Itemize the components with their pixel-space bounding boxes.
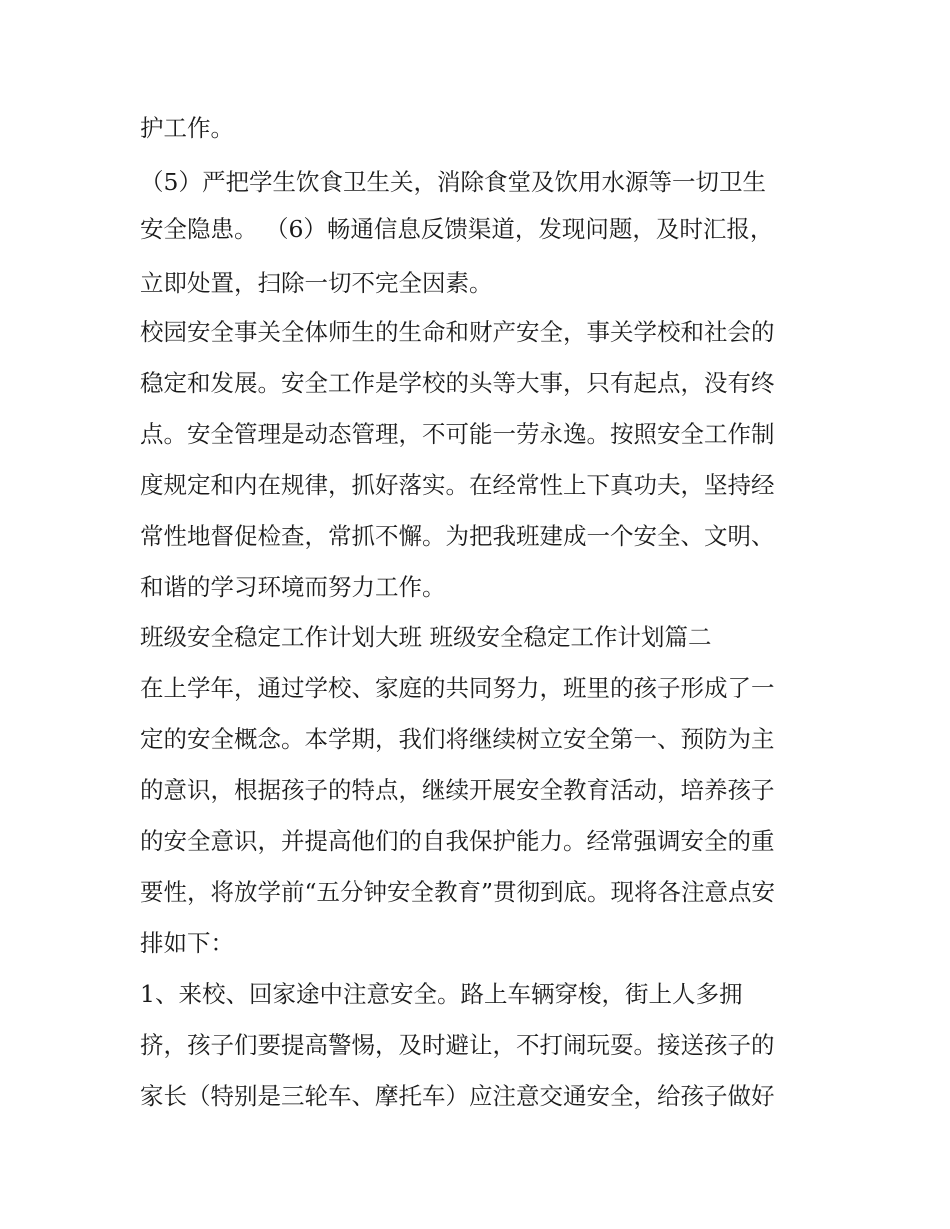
text-line: 常性地督促检查，常抓不懈。为把我班建成一个安全、文明、 (140, 522, 775, 550)
text-line: 挤，孩子们要提高警惕，及时避让，不打闹玩耍。接送孩子的 (140, 1031, 775, 1059)
text-line: 的安全意识，并提高他们的自我保护能力。经常强调安全的重 (140, 827, 775, 855)
text-line: 定的安全概念。本学期，我们将继续树立安全第一、预防为主 (140, 725, 775, 753)
text-line: 稳定和发展。安全工作是学校的头等大事，只有起点，没有终 (140, 369, 775, 397)
text-line: 立即处置，扫除一切不完全因素。 (140, 269, 493, 297)
text-line: 和谐的学习环境而努力工作。 (140, 573, 446, 601)
text-line: 1、来校、回家途中注意安全。路上车辆穿梭，街上人多拥 (140, 980, 743, 1008)
text-line: 的意识，根据孩子的特点，继续开展安全教育活动，培养孩子 (140, 776, 775, 804)
text-line: 排如下： (140, 929, 234, 957)
text-line: 在上学年，通过学校、家庭的共同努力，班里的孩子形成了一 (140, 674, 775, 702)
text-line: （5）严把学生饮食卫生关，消除食堂及饮用水源等一切卫生 (140, 168, 766, 196)
text-line: 要性，将放学前“五分钟安全教育”贯彻到底。现将各注意点安 (140, 878, 776, 906)
section-heading: 班级安全稳定工作计划大班 班级安全稳定工作计划篇二 (140, 623, 712, 651)
text-line: 度规定和内在规律，抓好落实。在经常性上下真功夫，坚持经 (140, 471, 775, 499)
text-line: 点。安全管理是动态管理，不可能一劳永逸。按照安全工作制 (140, 420, 775, 448)
text-line: 安全隐患。 （6）畅通信息反馈渠道，发现问题，及时汇报， (140, 215, 774, 243)
text-line: 校园安全事关全体师生的生命和财产安全，事关学校和社会的 (140, 318, 775, 346)
text-line: 家长（特别是三轮车、摩托车）应注意交通安全，给孩子做好 (140, 1082, 775, 1110)
text-line: 护工作。 (140, 114, 234, 142)
